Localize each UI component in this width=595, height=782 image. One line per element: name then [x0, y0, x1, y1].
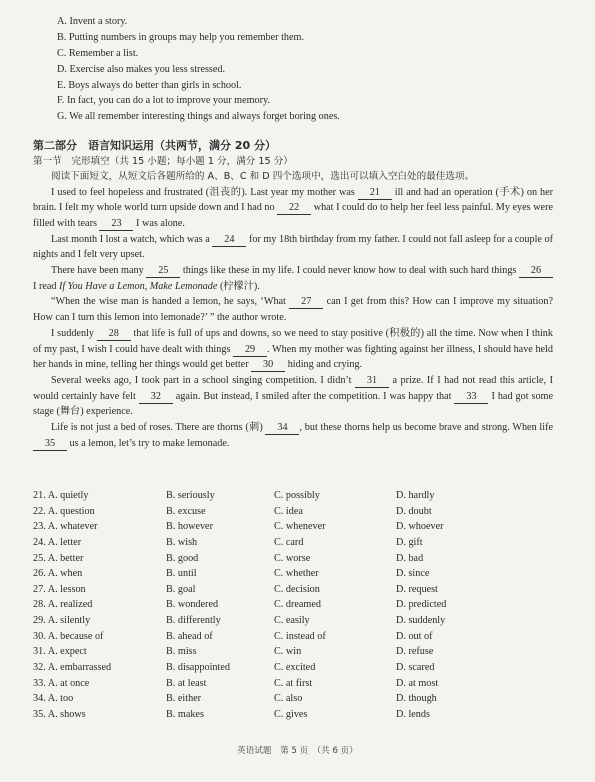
blank-21: 21 — [358, 187, 392, 200]
paragraph-1: I used to feel hopeless and frustrated (沮丧的). Last year my mother was 21 ill and had an operation (手术) on her brain. I felt my whole world turn upside down and I had no 22 what I could do to help her feel less painful. My eyes were filled with tears 23 I was alone. — [33, 186, 553, 229]
article-title: If You Have a Lemon, Make Lemonade — [59, 280, 218, 292]
blank-22: 22 — [277, 202, 311, 215]
choice-row-35: 35. A. shows B. makes C. gives D. lends — [33, 708, 430, 720]
choice-row-29: 29. A. silently B. differently C. easily D. suddenly — [33, 615, 446, 627]
paragraph-5: I suddenly 28 that life is full of ups and downs, so we need to stay positive (积极的) all the time. Now when I think of my past, I wish I could have dealt with things 29 . When my mother was fighting against her illness, I should have held her hands in mine, telling her things would get better 30 hiding and crying. — [33, 327, 553, 371]
option-b: B. Putting numbers in groups may help you remember them. — [57, 31, 305, 43]
blank-29: 29 — [233, 344, 267, 357]
option-g: G. We all remember interesting things and always forget boring ones. — [57, 111, 340, 123]
choice-row-23: 23. A. whatever B. however C. whenever D. whoever — [33, 521, 444, 533]
option-d: D. Exercise also makes you less stressed. — [57, 63, 226, 75]
page-footer: 英语试题 第 5 页 （共 6 页） — [237, 746, 358, 756]
choice-row-32: 32. A. embarrassed B. disappointed C. excited D. scared — [33, 662, 435, 674]
blank-30: 30 — [251, 359, 285, 372]
cloze-section — [33, 138, 553, 451]
blank-26: 26 — [519, 265, 553, 278]
blank-34: 34 — [265, 422, 299, 435]
paragraph-7: Life is not just a bed of roses. There are thorns (刺) 34 , but these thorns help us become brave and strong. When life 35 us a lemon, let’s try to make lemonade. — [33, 420, 553, 451]
section-title: 第一节 完形填空（共 15 小题；每小题 1 分，满分 15 分） — [33, 156, 293, 167]
paragraph-6: Several weeks ago, I took part in a school singing competition. I didn’t 31 a prize. If I had not read this article, I would certainly have felt 32 again. But instead, I smiled after the competition. I was happy that 33 I had got some stage (舞台) experience. — [33, 374, 554, 418]
choice-row-24: 24. A. letter B. wish C. card D. gift — [33, 536, 423, 548]
blank-27: 27 — [289, 296, 323, 309]
option-e: E. Boys always do better than girls in school. — [57, 79, 242, 91]
choice-row-33: 33. A. at once B. at least C. at first D. at most — [33, 677, 439, 689]
choice-row-26: 26. A. when B. until C. whether D. since — [33, 568, 430, 580]
paragraph-3: There have been many 25 things like these in my life. I could never know how to deal with such hard things 26 I read If You Have a Lemon, Make Lemonade (柠檬汁). — [33, 263, 553, 294]
blank-23: 23 — [99, 218, 133, 231]
choice-row-22: 22. A. question B. excuse C. idea D. doubt — [33, 505, 432, 517]
option-c: C. Remember a list. — [57, 47, 139, 59]
blank-32: 32 — [139, 391, 173, 404]
instructions: 阅读下面短文，从短文后各题所给的 A、B、C 和 D 四个选项中，选出可以填入空白处的最佳选项。 — [51, 171, 475, 182]
paragraph-4: “When the wise man is handed a lemon, he says, ‘What 27 can I get from this? How can I improve my situation? How can I turn this lemon into lemonade?’ ” the author wrote. — [33, 296, 553, 324]
option-f: F. In fact, you can do a lot to improve your memory. — [57, 95, 270, 107]
choice-row-34: 34. A. too B. either C. also D. though — [33, 693, 437, 705]
blank-33: 33 — [454, 391, 488, 404]
part-title: 第二部分 语言知识运用（共两节，满分 20 分） — [33, 139, 276, 152]
choice-row-21: 21. A. quietly B. seriously C. possibly D. hardly — [33, 490, 435, 501]
option-a: A. Invent a story. — [57, 16, 128, 27]
blank-35: 35 — [33, 438, 67, 451]
choice-row-31: 31. A. expect B. miss C. win D. refuse — [33, 646, 434, 658]
blank-28: 28 — [97, 328, 131, 341]
choice-row-28: 28. A. realized B. wondered C. dreamed D. predicted — [33, 599, 447, 611]
blank-25: 25 — [146, 265, 180, 278]
choice-row-25: 25. A. better B. good C. worse D. bad — [33, 552, 424, 564]
blank-24: 24 — [212, 234, 246, 247]
paragraph-2: Last month I lost a watch, which was a 24 for my 18th birthday from my father. I could not fall asleep for a couple of nights and I felt very upset. — [33, 233, 553, 261]
blank-31: 31 — [355, 375, 389, 388]
seven-choice-options — [57, 14, 537, 125]
answer-choices — [33, 488, 553, 723]
choice-row-27: 27. A. lesson B. goal C. decision D. request — [33, 583, 438, 595]
choice-row-30: 30. A. because of B. ahead of C. instead of D. out of — [33, 630, 433, 642]
